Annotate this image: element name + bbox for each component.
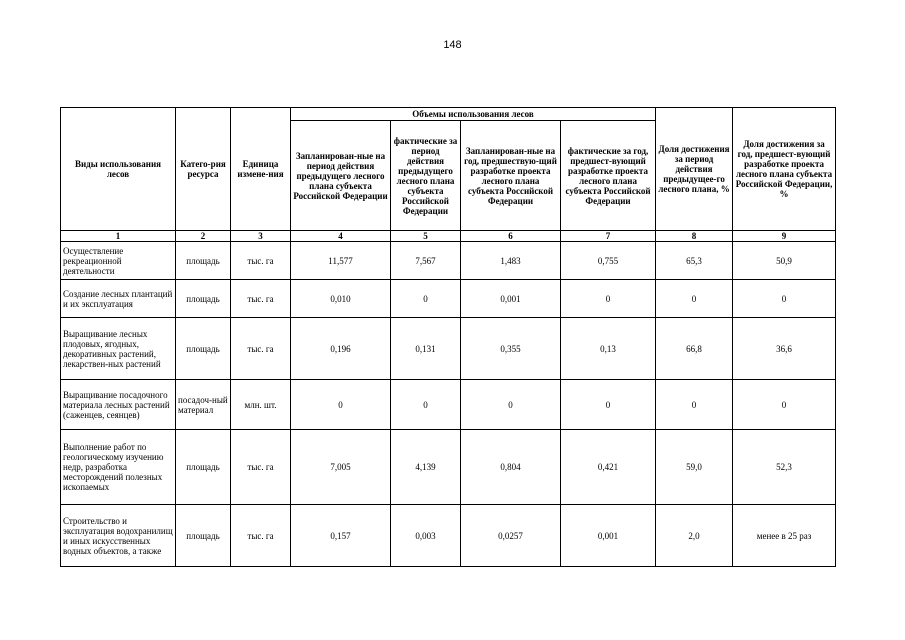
cell-actual-year: 0,13 bbox=[561, 318, 656, 380]
cell-actual-year: 0,421 bbox=[561, 430, 656, 505]
cell-planned-period: 7,005 bbox=[291, 430, 391, 505]
cell-planned-year: 0,355 bbox=[461, 318, 561, 380]
forest-use-table bbox=[60, 107, 836, 567]
column-number: 8 bbox=[656, 231, 733, 242]
cell-share-year: 0 bbox=[733, 280, 836, 318]
column-number: 6 bbox=[461, 231, 561, 242]
cell-share-year: 50,9 bbox=[733, 242, 836, 280]
cell-actual-year: 0,755 bbox=[561, 242, 656, 280]
column-number: 4 bbox=[291, 231, 391, 242]
cell-type: Выращивание лесных плодовых, ягодных, декоративных растений, лекарствен-ных растений bbox=[61, 318, 176, 380]
cell-actual-period: 0 bbox=[391, 280, 461, 318]
cell-share-period: 59,0 bbox=[656, 430, 733, 505]
table-row bbox=[61, 318, 836, 380]
header-share-year: Доля достижения за год, предшест-вующий разработке проекта лесного плана субъекта Российской Федерации, % bbox=[733, 108, 836, 231]
column-number: 9 bbox=[733, 231, 836, 242]
cell-share-year: 0 bbox=[733, 380, 836, 430]
cell-category: площадь bbox=[176, 242, 231, 280]
column-number: 1 bbox=[61, 231, 176, 242]
column-number: 7 bbox=[561, 231, 656, 242]
cell-category: площадь bbox=[176, 280, 231, 318]
cell-share-year: 36,6 bbox=[733, 318, 836, 380]
cell-unit: тыс. га bbox=[231, 318, 291, 380]
cell-share-year: 52,3 bbox=[733, 430, 836, 505]
cell-share-period: 66,8 bbox=[656, 318, 733, 380]
header-share-period: Доля достижения за период действия предыдущее-го лесного плана, % bbox=[656, 108, 733, 231]
cell-planned-period: 0 bbox=[291, 380, 391, 430]
column-number: 5 bbox=[391, 231, 461, 242]
column-number: 2 bbox=[176, 231, 231, 242]
cell-planned-year: 0,001 bbox=[461, 280, 561, 318]
cell-actual-period: 0 bbox=[391, 380, 461, 430]
cell-planned-period: 11,577 bbox=[291, 242, 391, 280]
table-row bbox=[61, 280, 836, 318]
cell-share-year: менее в 25 раз bbox=[733, 505, 836, 567]
header-actual-period: фактические за период действия предыдущего лесного плана субъекта Российской Федерации bbox=[391, 121, 461, 231]
column-number-row bbox=[61, 231, 836, 242]
header-planned-year: Запланирован-ные на год, предшествую-щий разработке проекта лесного плана субъекта Российской Федерации bbox=[461, 121, 561, 231]
cell-type: Выращивание посадочного материала лесных растений (саженцев, сеянцев) bbox=[61, 380, 176, 430]
table-row bbox=[61, 242, 836, 280]
cell-actual-year: 0 bbox=[561, 380, 656, 430]
column-number: 3 bbox=[231, 231, 291, 242]
cell-category: площадь bbox=[176, 318, 231, 380]
cell-planned-period: 0,196 bbox=[291, 318, 391, 380]
table-row bbox=[61, 380, 836, 430]
cell-share-period: 2,0 bbox=[656, 505, 733, 567]
cell-planned-year: 0,0257 bbox=[461, 505, 561, 567]
cell-type: Строительство и эксплуатация водохранилищ и иных искусственных водных объектов, а также bbox=[61, 505, 176, 567]
cell-actual-period: 4,139 bbox=[391, 430, 461, 505]
cell-unit: тыс. га bbox=[231, 505, 291, 567]
cell-actual-year: 0 bbox=[561, 280, 656, 318]
header-types: Виды использования лесов bbox=[61, 108, 176, 231]
table-row bbox=[61, 505, 836, 567]
cell-planned-year: 0 bbox=[461, 380, 561, 430]
cell-planned-year: 0,804 bbox=[461, 430, 561, 505]
cell-actual-period: 0,131 bbox=[391, 318, 461, 380]
cell-actual-period: 7,567 bbox=[391, 242, 461, 280]
cell-share-period: 0 bbox=[656, 380, 733, 430]
cell-planned-period: 0,010 bbox=[291, 280, 391, 318]
cell-type: Выполнение работ по геологическому изучению недр, разработка месторождений полезных ископаемых bbox=[61, 430, 176, 505]
cell-planned-year: 1,483 bbox=[461, 242, 561, 280]
cell-share-period: 65,3 bbox=[656, 242, 733, 280]
cell-unit: тыс. га bbox=[231, 280, 291, 318]
cell-type: Создание лесных плантаций и их эксплуатация bbox=[61, 280, 176, 318]
cell-unit: млн. шт. bbox=[231, 380, 291, 430]
header-unit: Единица измене-ния bbox=[231, 108, 291, 231]
cell-category: площадь bbox=[176, 430, 231, 505]
header-planned-period: Запланирован-ные на период действия предыдущего лесного плана субъекта Российской Федерации bbox=[291, 121, 391, 231]
header-volumes-group: Объемы использования лесов bbox=[291, 108, 656, 121]
header-category: Катего-рия ресурса bbox=[176, 108, 231, 231]
cell-type: Осуществление рекреационной деятельности bbox=[61, 242, 176, 280]
cell-actual-year: 0,001 bbox=[561, 505, 656, 567]
cell-share-period: 0 bbox=[656, 280, 733, 318]
cell-unit: тыс. га bbox=[231, 430, 291, 505]
cell-category: посадоч-ный материал bbox=[176, 380, 231, 430]
cell-planned-period: 0,157 bbox=[291, 505, 391, 567]
table-row bbox=[61, 430, 836, 505]
cell-unit: тыс. га bbox=[231, 242, 291, 280]
page-number: 148 bbox=[443, 39, 462, 51]
header-actual-year: фактические за год, предшест-вующий разработке проекта лесного плана субъекта Российской Федерации bbox=[561, 121, 656, 231]
cell-category: площадь bbox=[176, 505, 231, 567]
cell-actual-period: 0,003 bbox=[391, 505, 461, 567]
